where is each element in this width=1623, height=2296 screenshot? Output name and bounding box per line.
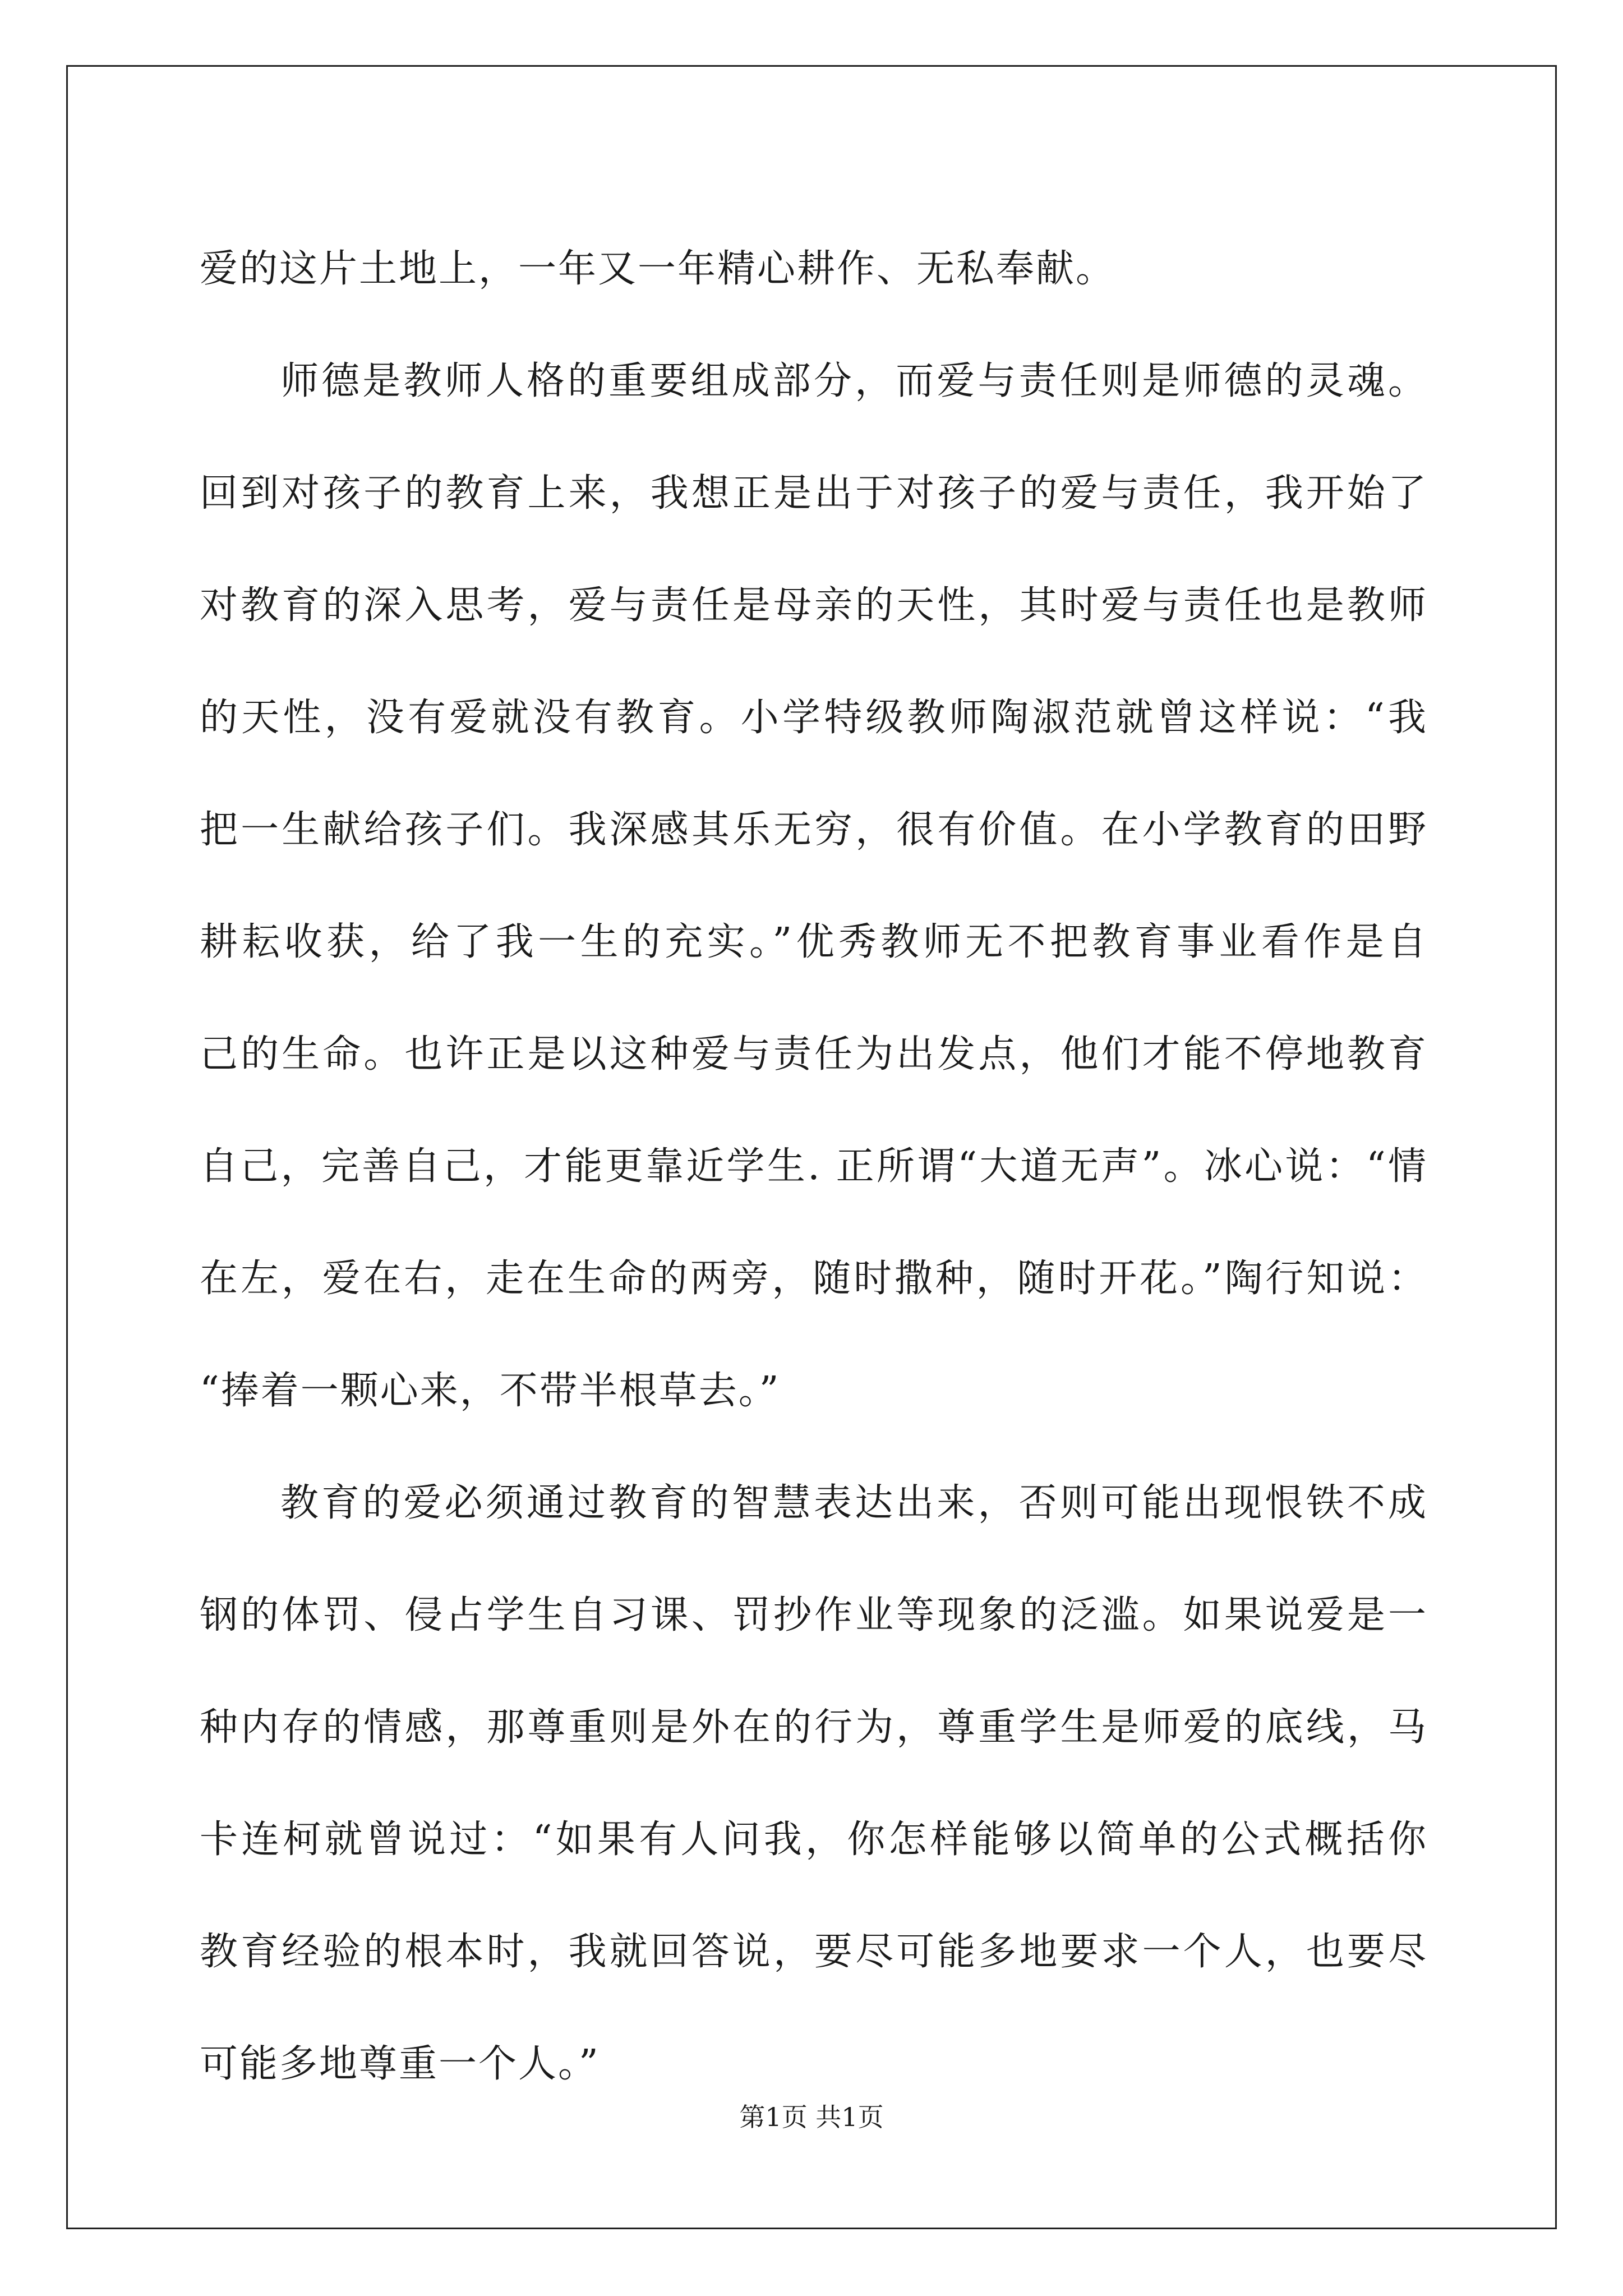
paragraph-2-line-10: “捧着一颗心来，不带半根草去。” [200, 1369, 781, 1413]
paragraph-2-line-4: 的天性，没有爱就没有教育。小学特级教师陶淑范就曾这样说：“我 [200, 696, 1428, 740]
paragraph-2-line-9: 在左，爱在右，走在生命的两旁，随时撒种，随时开花。”陶行知说： [200, 1257, 1428, 1301]
paragraph-2-line-1: 师德是教师人格的重要组成部分，而爱与责任则是师德的灵魂。 [280, 359, 1428, 403]
page-footer: 第1页 共1页 [739, 2102, 884, 2132]
paragraph-2-line-3: 对教育的深入思考，爱与责任是母亲的天性，其时爱与责任也是教师 [200, 583, 1428, 628]
paragraph-2-line-2: 回到对孩子的教育上来，我想正是出于对孩子的爱与责任，我开始了 [200, 471, 1428, 516]
document-body [200, 213, 1428, 2120]
paragraph-3-line-4: 卡连柯就曾说过：“如果有人问我，你怎样能够以简单的公式概括你 [200, 1818, 1428, 1862]
paragraph-1-line-1: 爱的这片土地上，一年又一年精心耕作、无私奉献。 [200, 247, 1116, 291]
paragraph-3-line-3: 种内存的情感，那尊重则是外在的行为，尊重学生是师爱的底线，马 [200, 1705, 1428, 1750]
paragraph-2-line-5: 把一生献给孩子们。我深感其乐无穷，很有价值。在小学教育的田野 [200, 808, 1428, 852]
paragraph-2-line-7: 己的生命。也许正是以这种爱与责任为出发点，他们才能不停地教育 [200, 1032, 1428, 1076]
paragraph-2-line-6: 耕耘收获，给了我一生的充实。”优秀教师无不把教育事业看作是自 [200, 920, 1428, 964]
paragraph-2-line-8: 自己，完善自己，才能更靠近学生. 正所谓“大道无声”。冰心说：“情 [200, 1144, 1428, 1189]
paragraph-3-line-5: 教育经验的根本时，我就回答说，要尽可能多地要求一个人，也要尽 [200, 1930, 1428, 1974]
paragraph-3-line-1: 教育的爱必须通过教育的智慧表达出来，否则可能出现恨铁不成 [280, 1481, 1428, 1525]
paragraph-3-line-2: 钢的体罚、侵占学生自习课、罚抄作业等现象的泛滥。如果说爱是一 [200, 1593, 1428, 1637]
paragraph-3-line-6: 可能多地尊重一个人。” [200, 2042, 600, 2086]
